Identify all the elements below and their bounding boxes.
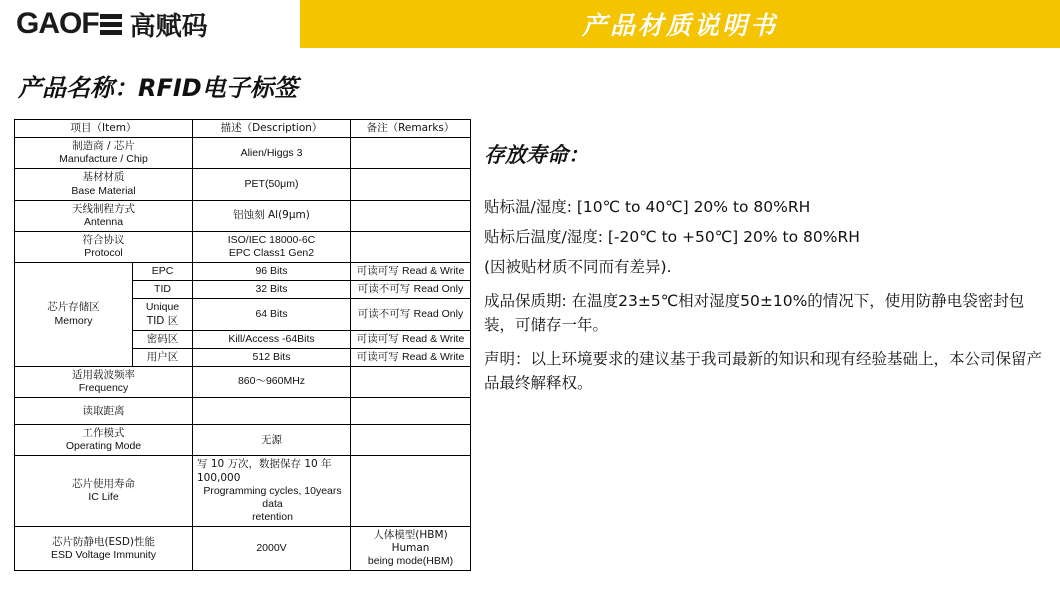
row-desc-antenna: 铝蚀刻 Al(9μm) [193, 200, 351, 231]
row-remark-esd: 人体模型(HBM) Human being mode(HBM) [351, 527, 471, 571]
memory-remark-tid: 可读不可写 Read Only [351, 281, 471, 299]
row-item-antenna: 天线制程方式 Antenna [15, 200, 193, 231]
brand-logo [0, 0, 300, 48]
storage-line-disclaimer: 声明：以上环境要求的建议基于我司最新的知识和现有经验基础上，本公司保留产品最终解释权。 [484, 350, 1043, 393]
row-desc-ic-life: 写 10 万次，数据保存 10 年 100,000 Programming cycles, 10years data retention [193, 456, 351, 527]
table-row [15, 200, 471, 231]
memory-remark-epc: 可读可写 Read & Write [351, 263, 471, 281]
storage-line-post-labeling-temp: 贴标后温度/湿度: [-20℃ to +50℃] 20% to 80%RH [484, 228, 860, 247]
row-item-operating-mode: 工作模式 Operating Mode [15, 425, 193, 456]
table-row [15, 527, 471, 571]
row-item-memory: 芯片存储区 Memory [15, 263, 133, 367]
row-desc-read-range [193, 398, 351, 425]
row-desc-operating-mode: 无源 [193, 425, 351, 456]
row-item-read-range: 读取距离 [15, 398, 193, 425]
row-item-frequency: 适用载波频率 Frequency [15, 366, 193, 397]
table-row [15, 138, 471, 169]
memory-sub-user: 用户区 [133, 348, 193, 366]
column-header-item: 项目（Item） [15, 120, 193, 138]
row-desc-protocol: ISO/IEC 18000-6C EPC Class1 Gen2 [193, 231, 351, 262]
row-desc-esd: 2000V [193, 527, 351, 571]
barcode-stripes-icon [100, 11, 122, 37]
storage-life-section [470, 119, 1060, 407]
table-header-row [15, 120, 471, 138]
row-remark-ic-life [351, 456, 471, 527]
page-header [0, 0, 1060, 48]
memory-sub-tid: TID [133, 281, 193, 299]
storage-line-labeling-temp: 贴标温/湿度: [10℃ to 40℃] 20% to 80%RH [484, 198, 811, 216]
memory-remark-user: 可读可写 Read & Write [351, 348, 471, 366]
memory-sub-password: 密码区 [133, 330, 193, 348]
row-item-esd: 芯片防静电(ESD)性能 ESD Voltage Immunity [15, 527, 193, 571]
row-remark-base-material [351, 169, 471, 200]
table-row [15, 169, 471, 200]
memory-desc-user: 512 Bits [193, 348, 351, 366]
table-row [15, 456, 471, 527]
spec-table [14, 119, 471, 571]
row-remark-protocol [351, 231, 471, 262]
logo-chinese-name: 高赋码 [129, 11, 208, 42]
row-item-manufacture: 制造商 / 芯片 Manufacture / Chip [15, 138, 193, 169]
row-item-base-material: 基材材质 Base Material [15, 169, 193, 200]
page-title: 产品名称：RFID电子标签 [18, 74, 298, 102]
storage-line-shelf-life: 成品保质期: 在温度23±5℃相对湿度50±10%的情况下，使用防静电袋密封包装，可储存一年。 [484, 292, 1025, 335]
column-header-description: 描述（Description） [193, 120, 351, 138]
table-row [15, 366, 471, 397]
banner-title: 产品材质说明书 [581, 11, 778, 40]
table-row [15, 425, 471, 456]
storage-line-material-note: (因被贴材质不同而有差异). [484, 258, 672, 277]
row-remark-read-range [351, 398, 471, 425]
column-header-remarks: 备注（Remarks） [351, 120, 471, 138]
row-remark-manufacture [351, 138, 471, 169]
memory-sub-epc: EPC [133, 263, 193, 281]
table-row [15, 263, 471, 281]
row-remark-frequency [351, 366, 471, 397]
memory-desc-epc: 96 Bits [193, 263, 351, 281]
table-row [15, 398, 471, 425]
memory-desc-unique-tid: 64 Bits [193, 299, 351, 330]
row-desc-manufacture: Alien/Higgs 3 [193, 138, 351, 169]
row-desc-frequency: 860～960MHz [193, 366, 351, 397]
memory-desc-tid: 32 Bits [193, 281, 351, 299]
storage-life-title: 存放寿命： [484, 143, 589, 167]
row-item-protocol: 符合协议 Protocol [15, 231, 193, 262]
header-banner [300, 0, 1060, 48]
row-desc-base-material: PET(50μm) [193, 169, 351, 200]
row-item-ic-life: 芯片使用寿命 IC Life [15, 456, 193, 527]
content-area [0, 103, 1060, 571]
table-row [15, 231, 471, 262]
memory-remark-unique-tid: 可读不可写 Read Only [351, 299, 471, 330]
row-remark-operating-mode [351, 425, 471, 456]
spec-table-wrapper [0, 119, 470, 571]
memory-sub-unique-tid: Unique TID 区 [133, 299, 193, 330]
row-remark-antenna [351, 200, 471, 231]
memory-desc-password: Kill/Access -64Bits [193, 330, 351, 348]
logo-wordmark: GAOF [16, 7, 99, 40]
memory-remark-password: 可读可写 Read & Write [351, 330, 471, 348]
